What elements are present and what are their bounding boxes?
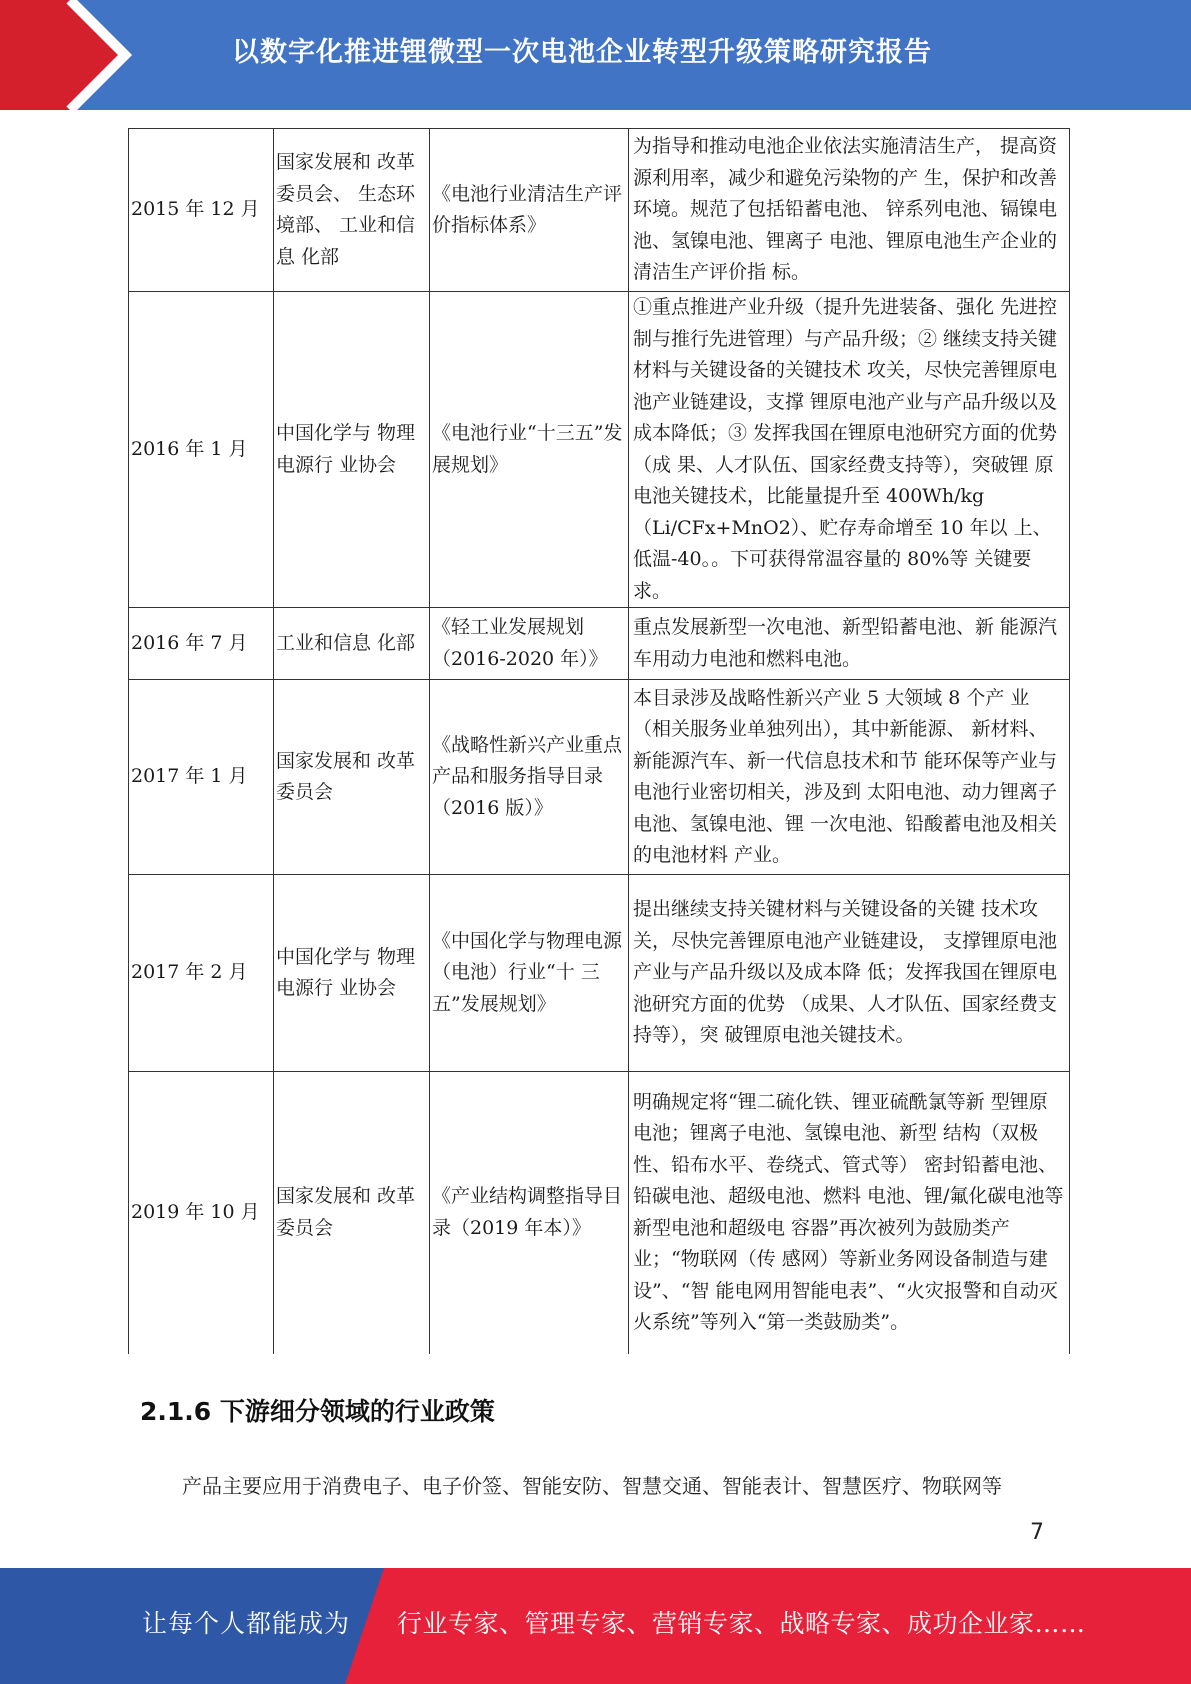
policy-description: ①重点推进产业升级（提升先进装备、强化 先进控制与推行先进管理）与产品升级；② 继续支持关键材料与关键设备的关键技术 攻关，尽快完善锂原电池产业链建设，支撑 锂原电池产业与产品升级以及成本降低；③ 发挥我国在锂原电池研究方面的优势（成 果、人才队伍、国家经费支持等），突破锂 原电池关键技术，比能量提升至 400Wh/kg （Li/CFx+MnO2）、贮存寿命增至 10 年以 上、低温-40。。下可获得常温容量的 80%等 关键要求。 — [629, 292, 1070, 608]
table-row — [129, 875, 1070, 1072]
policy-date: 2017 年 2 月 — [129, 875, 274, 1072]
footer-slogan-left: 让每个人都能成为 — [142, 1609, 351, 1638]
page-footer — [0, 1568, 1191, 1684]
policy-title: 《战略性新兴产业重点产品和服务指导目录（2016 版）》 — [430, 680, 629, 875]
page-header — [0, 0, 1191, 110]
policy-description: 提出继续支持关键材料与关键设备的关键 技术攻关，尽快完善锂原电池产业链建设， 支撑锂原电池产业与产品升级以及成本降 低；发挥我国在锂原电池研究方面的优势 （成果、人才队伍、国家经费支持等），突 破锂原电池关键技术。 — [629, 875, 1070, 1072]
policy-description: 重点发展新型一次电池、新型铅蓄电池、新 能源汽车用动力电池和燃料电池。 — [629, 608, 1070, 680]
policy-description: 本目录涉及战略性新兴产业 5 大领域 8 个产 业（相关服务业单独列出），其中新能源、 新材料、新能源汽车、新一代信息技术和节 能环保等产业与电池行业密切相关，涉及到 太阳电池、动力锂离子电池、氢镍电池、锂 一次电池、铅酸蓄电池及相关的电池材料 产业。 — [629, 680, 1070, 875]
table-row — [129, 129, 1070, 292]
policy-org: 国家发展和 改革委员会 — [274, 1072, 430, 1354]
header-chevron-icon — [0, 0, 150, 110]
policy-date: 2016 年 1 月 — [129, 292, 274, 608]
policy-org: 国家发展和 改革委员会、 生态环境部、 工业和信息 化部 — [274, 129, 430, 292]
policy-org: 中国化学与 物理电源行 业协会 — [274, 875, 430, 1072]
policy-title: 《轻工业发展规划（2016-2020 年）》 — [430, 608, 629, 680]
policy-title: 《电池行业“十三五”发展规划》 — [430, 292, 629, 608]
report-title: 以数字化推进锂微型一次电池企业转型升级策略研究报告 — [232, 37, 932, 68]
body-paragraph: 产品主要应用于消费电子、电子价签、智能安防、智慧交通、智能表计、智慧医疗、物联网等 — [182, 1474, 1002, 1498]
table-row — [129, 1072, 1070, 1354]
policy-org: 中国化学与 物理电源行 业协会 — [274, 292, 430, 608]
policy-date: 2015 年 12 月 — [129, 129, 274, 292]
policy-org: 国家发展和 改革委员会 — [274, 680, 430, 875]
section-heading: 2.1.6 下游细分领域的行业政策 — [140, 1397, 495, 1426]
policy-description: 为指导和推动电池企业依法实施清洁生产， 提高资源利用率，减少和避免污染物的产 生，保护和改善环境。规范了包括铅蓄电池、 锌系列电池、镉镍电池、氢镍电池、锂离子 电池、锂原电池生产企业的清洁生产评价指 标。 — [629, 129, 1070, 292]
policy-description: 明确规定将“锂二硫化铁、锂亚硫酰氯等新 型锂原电池；锂离子电池、氢镍电池、新型 结构（双极性、铅布水平、卷绕式、管式等） 密封铅蓄电池、铅碳电池、超级电池、燃料 电池、锂/氟化碳电池等新型电池和超级电 容器”再次被列为鼓励类产业；“物联网（传 感网）等新业务网设备制造与建设”、“智 能电网用智能电表”、“火灾报警和自动灭 火系统”等列入“第一类鼓励类”。 — [629, 1072, 1070, 1354]
policy-date: 2019 年 10 月 — [129, 1072, 274, 1354]
policy-title: 《电池行业清洁生产评价指标体系》 — [430, 129, 629, 292]
policy-date: 2016 年 7 月 — [129, 608, 274, 680]
table-row — [129, 292, 1070, 608]
page-number: 7 — [1030, 1520, 1044, 1545]
policy-date: 2017 年 1 月 — [129, 680, 274, 875]
policy-org: 工业和信息 化部 — [274, 608, 430, 680]
table-row — [129, 680, 1070, 875]
policy-table — [128, 128, 1070, 1354]
policy-title: 《中国化学与物理电源（电池）行业“十 三五”发展规划》 — [430, 875, 629, 1072]
table-row — [129, 608, 1070, 680]
policy-title: 《产业结构调整指导目录（2019 年本）》 — [430, 1072, 629, 1354]
footer-slogan-right: 行业专家、管理专家、营销专家、战略专家、成功企业家…… — [397, 1609, 1086, 1638]
